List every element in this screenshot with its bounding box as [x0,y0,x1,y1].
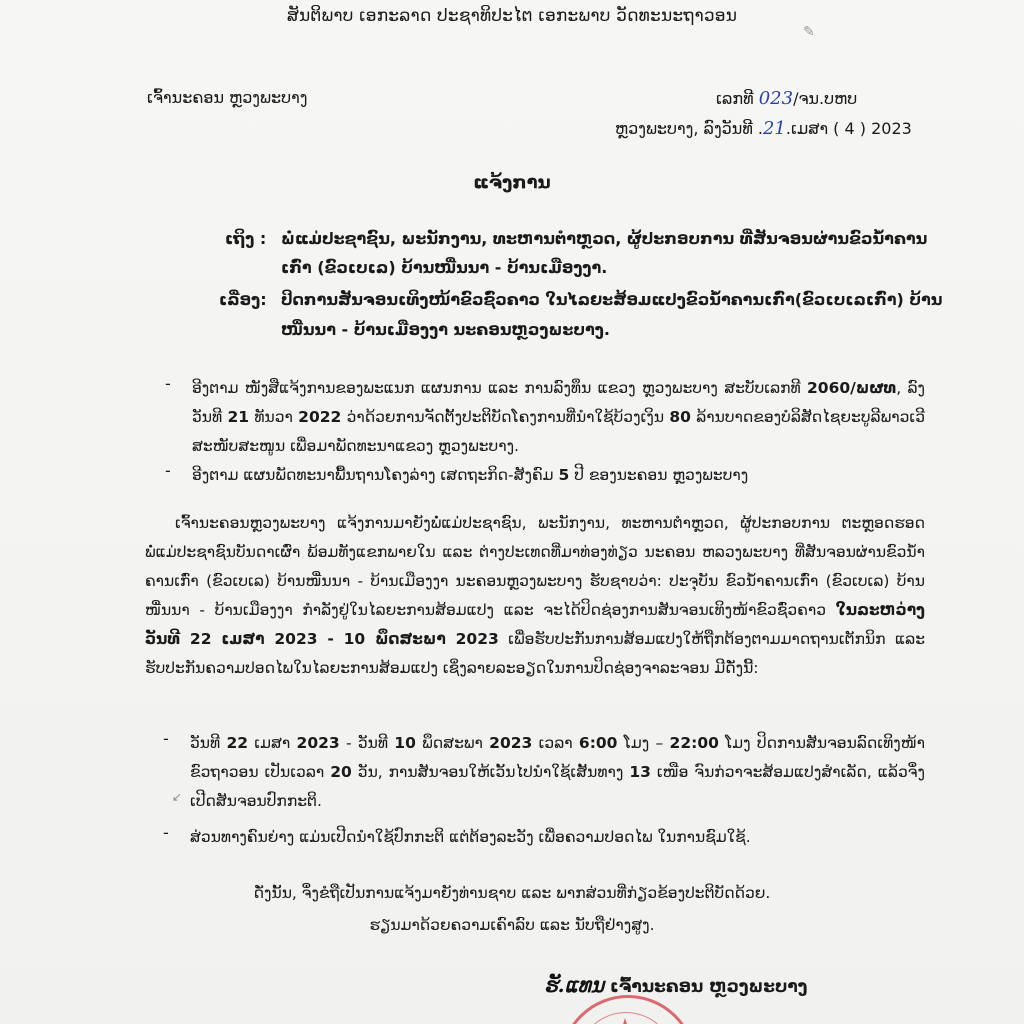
addressee-line-2: ເກົ່າ (ຂົວເບເລ) ບ້ານໜື່ນນາ - ບ້ານເມືອງງາ. [281,258,608,277]
signature-block [544,973,807,997]
stray-mark-2: ↙ [172,790,183,804]
national-motto: ສັນຕິພາບ ເອກະລາດ ປະຊາທິປະໄຕ ເອກະພາບ ວັດທະນະຖາວອນ [286,6,738,26]
stray-mark: ✎ [803,24,815,40]
official-stamp [560,995,696,1024]
place-date-prefix: ຫຼວງພະບາງ, ລົງວັນທີ . [615,119,763,138]
reference-2: ອີງຕາມ ແຜນພັດທະນາພື້ນຖານໂຄງລ່າງ ເສດຖະກິດ-ສັງຄົມ 5 ປີ ຂອງນະຄອນ ຫຼວງພະບາງ [192,466,749,484]
subject-label: ເລື່ອງ: [219,290,267,309]
addressee-label: ເຖິງ : [225,229,267,248]
body-paragraph: ເຈົ້ານະຄອນຫຼວງພະບາງ ແຈ້ງການມາຍັງພໍ່ແມ່ປະຊາຊົນ, ພະນັກງານ, ທະຫານຕຳຫຼວດ, ຜູ້ປະກອບການ ຕະຫຼອດຮອດ ພໍ່ແມ່ປະຊາຊົນບັນດາເຜົ່າ ພ້ອມທັງແຂກພາຍໃນ ແລະ ຕ່າງປະເທດທີ່ມາທ່ອງທ່ຽວ ນະຄອນ ຫລວງພະບາງ ທີ່ສັນຈອນຜ່ານຂົວນ້ຳຄານເກົ່າ (ຂົວເບເລ) ບ້ານໜື່ນນາ - ບ້ານເມືອງງາ ນະຄອນຫຼວງພະບາງ ຮັບຊາບວ່າ: ປະຈຸບັນ ຂົວນ້ຳຄານເກົ່າ (ຂົວເບເລ) ບ້ານໜື່ນນາ - ບ້ານເມືອງງາ ກຳລັງຢູ່ໃນໄລຍະການສ້ອມແປງ ແລະ ຈະໄດ້ປິດຊ່ອງການສັນຈອນເທິງໜ້າຂົວຊົ່ວຄາວ ໃນລະຫວ່າງວັນທີ 22 ເມສາ 2023 - 10 ພຶດສະພາ 2023 ເພື່ອຮັບປະກັນການສ້ອມແປງໃຫ້ຖືກຕ້ອງຕາມມາດຖານເຕັກນິກ ແລະ ຮັບປະກັນຄວາມປອດໄພໃນໄລຍະການສ້ອມແປງ ເຊິ່ງລາຍລະອຽດໃນການປິດຊ່ອງຈາລະຈອນ ມີດັ່ງນີ້: [145,514,926,677]
issuing-organization: ເຈົ້ານະຄອນ ຫຼວງພະບາງ [147,88,308,107]
reference-1-dash: - [165,374,171,393]
signatory-title: ເຈົ້ານະຄອນ ຫຼວງພະບາງ [609,977,808,997]
item-2-dash: - [163,823,169,842]
document-number [716,88,857,109]
document-number-handwritten: 023 [758,88,794,109]
subject-line-1: ປິດການສັນຈອນເທິງໜ້າຂົວຊົ່ວຄາວ ໃນໄລຍະສ້ອມແປງຂົວນ້ຳຄານເກົ່າ(ຂົວເບເລເກົ່າ) ບ້ານ [281,290,943,309]
subject-line-2: ໜື່ນນາ - ບ້ານເມືອງງາ ນະຄອນຫຼວງພະບາງ. [281,320,610,339]
reference-2-dash: - [165,461,171,480]
document-number-prefix: ເລກທີ [716,89,754,108]
closing-remarks [0,877,1024,941]
closure-detail-2: ສ່ວນທາງຄົນຍ່າງ ແມ່ນເປີດນຳໃຊ້ປົກກະຕິ ແຕ່ຕ້ອງລະວັງ ເພື່ອຄວາມປອດໄພ ໃນການຊົມໃຊ້. [190,828,751,846]
place-date-suffix: .ເມສາ ( 4 ) 2023 [785,119,912,138]
place-date-day: 21 [762,118,786,139]
place-and-date [615,118,912,139]
closing-line-1: ດັ່ງນັ້ນ, ຈຶ່ງຂໍຖືເປັນການແຈ້ງມາຍັງທ່ານຊາບ ແລະ ພາກສ່ວນທີ່ກ່ຽວຂ້ອງປະຕິບັດດ້ວຍ. [253,884,771,902]
reference-1: ອີງຕາມ ໜັງສືແຈ້ງການຂອງພະແນກ ແຜນການ ແລະ ການລົງທຶນ ແຂວງ ຫຼວງພະບາງ ສະບັບເລກທີ 2060/ພຜທ, ລົງວັນທີ 21 ທັນວາ 2022 ວ່າດ້ວຍການຈັດຕັ້ງປະຕິບັດໂຄງການທີ່ນຳໃຊ້ບ້ວງເງິນ 80 ລ້ານບາດຂອງບໍລິສັດໄຊຍະບູລີພາວເວີ ສະໜັບສະໜູນ ເພື່ອມາພັດທະນາແຂວງ ຫຼວງພະບາງ. [192,379,925,455]
signature-handwritten: ຮັ.ແທນ [544,973,605,997]
document-number-suffix: /ຈນ.ບຫບ [793,89,858,108]
closure-detail-1: ວັນທີ 22 ເມສາ 2023 - ວັນທີ 10 ພຶດສະພາ 2023 ເວລາ 6:00 ໂມງ – 22:00 ໂມງ ປິດການສັນຈອນລົດເທິງໜ້າຂົວຖາວອນ ເປັນເວລາ 20 ວັນ, ການສັນຈອນໃຫ້ເວັ້ນໄປນຳໃຊ້ເສັ້ນທາງ 13 ເໜືອ ຈົນກ່ວາຈະສ້ອມແປງສຳເລັດ, ແລ້ວຈຶ່ງເປີດສັນຈອນປົກກະຕິ. [190,734,925,810]
item-1-dash: - [163,729,169,748]
document-title: ແຈ້ງການ [473,172,551,193]
closing-line-2: ຮຽນມາດ້ວຍຄວາມເຄົາລົບ ແລະ ນັບຖືຢ່າງສູງ. [369,916,655,934]
addressee-line-1: ພໍ່ແມ່ປະຊາຊົນ, ພະນັກງານ, ທະຫານຕຳຫຼວດ, ຜູ້ປະກອບການ ທີ່ສັນຈອນຜ່ານຂົວນ້ຳຄານ [281,229,928,248]
